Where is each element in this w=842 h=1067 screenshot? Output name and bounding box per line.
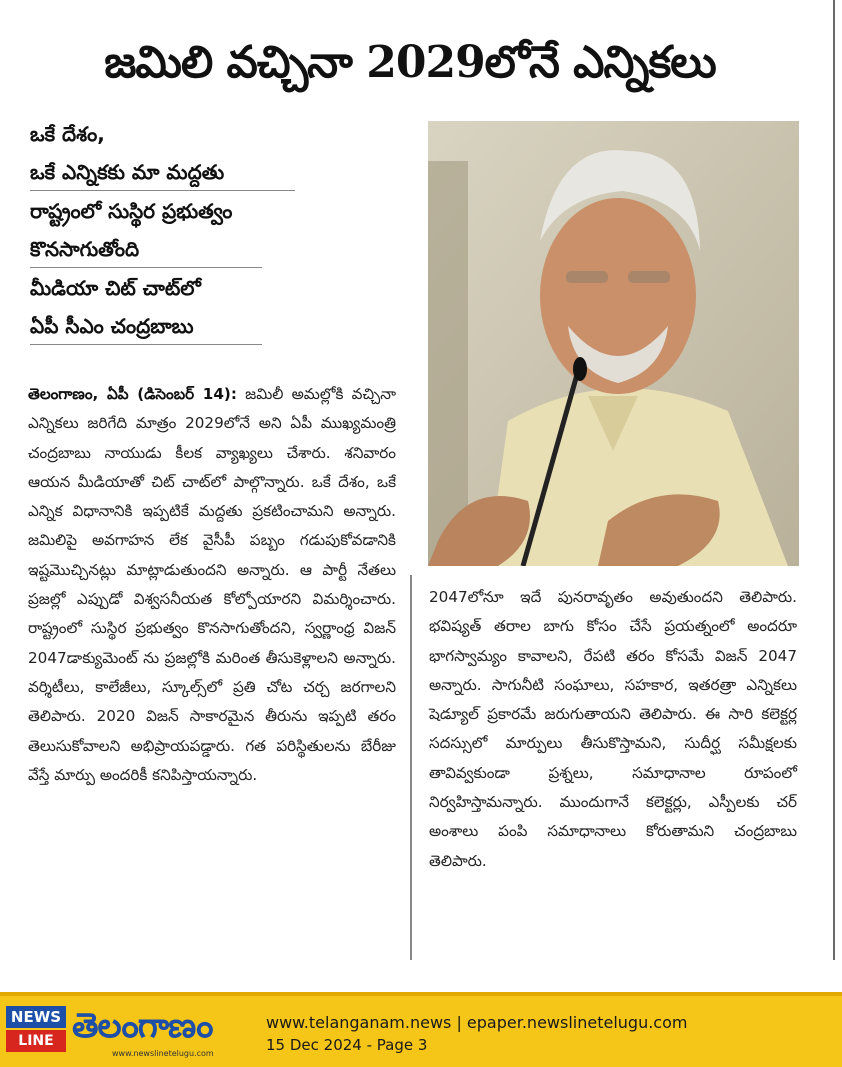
brand-name: తెలంగాణం [72, 1006, 213, 1046]
headline: జమిలి వచ్చినా 2029లోనే ఎన్నికలు [104, 37, 716, 88]
cm-photo-illustration [428, 121, 799, 566]
article-text-col1: జమిలీ అమల్లోకి వచ్చినా ఎన్నికలు జరిగేది మాత్రం 2029లోనే అని ఏపీ ముఖ్యమంత్రి చంద్రబాబు నాయుడు కీలక వ్యాఖ్యలు చేశారు. శనివారం ఆయన మీడియాతో చిట్ చాట్‌లో పాల్గొన్నారు. ఒకే దేశం, ఒకే ఎన్నిక విధానానికి ఇప్పటికే మద్దతు ప్రకటించామని అన్నారు. జమిలిపై అవగాహన లేక వైసీపీ పబ్బం గడుపుకోవడానికి ఇష్టమొచ్చినట్లు మాట్లాడుతుందని అన్నారు. ఆ పార్టీ నేతలు ప్రజల్లో ఎప్పుడో విశ్వసనీయత కోల్పోయారని విమర్శించారు. రాష్ట్రంలో సుస్థిర ప్రభుత్వం కొనసాగుతోందని, స్వర్ణాంధ్ర విజన్ 2047డాక్యుమెంట్ ను ప్రజల్లోకి మరింత తీసుకెళ్లాలని అన్నారు. వర్శిటీలు, కాలేజీలు, స్కూల్స్‌లో ప్రతి చోట చర్చ జరగాలని తెలిపారు. 2020 విజన్ సాకారమైన తీరును ఇప్పటి తరం తెలుసుకోవాలని అభిప్రాయపడ్డారు. గత పరిస్థితులను బేరీజు వేస్తే మార్పు అందరికీ కనిపిస్తాయన్నారు. [28, 385, 396, 784]
dateline: తెలంగాణం, ఏపీ (డిసెంబర్ 14): [28, 385, 237, 403]
subhead-3: రాష్ట్రంలో సుస్థిర ప్రభుత్వం [30, 199, 233, 223]
subhead-2: ఒకే ఎన్నికకు మా మద్దతు [30, 156, 295, 191]
subheads [30, 118, 410, 349]
subhead-1: ఒకే దేశం, [30, 122, 105, 146]
subhead-4: కొనసాగుతోంది [30, 233, 262, 268]
column-divider [410, 575, 412, 960]
newsline-logo[interactable] [6, 1006, 66, 1056]
logo-line-text: LINE [6, 1030, 66, 1052]
cm-photo [428, 121, 799, 566]
logo-news-text: NEWS [6, 1006, 66, 1028]
page-edge-rule [833, 0, 835, 960]
footer-links[interactable]: www.telanganam.news | epaper.newslinetelugu.com [266, 1013, 688, 1032]
subhead-5: మీడియా చిట్ చాట్‌లో [30, 276, 201, 300]
article-column-1 [28, 380, 396, 790]
article-text-col2: 2047లోనూ ఇదే పునరావృతం అవుతుందని తెలిపారు. భవిష్యత్ తరాల బాగు కోసం చేసే ప్రయత్నంలో అందరూ భాగస్వామ్యం కావాలని, రేపటి తరం కోసమే విజన్ 2047 అన్నారు. సాగునీటి సంఘాలు, సహకార, ఇతరత్రా ఎన్నికలు షెడ్యూల్ ప్రకారమే జరుగుతాయని తెలిపారు. ఈ సారి కలెక్టర్ల సదస్సులో మార్పులు తీసుకొస్తామని, సుదీర్ఘ సమీక్షలకు తావివ్వకుండా ప్రశ్నలు, సమాధానాల రూపంలో నిర్వహిస్తామన్నారు. ముందుగానే కలెక్టర్లు, ఎస్పీలకు చర్ అంశాలు పంపి సమాధానాలు కోరుతామని చంద్రబాబు తెలిపారు. [429, 588, 797, 870]
subhead-6: ఏపీ సీఎం చంద్రబాబు [30, 310, 262, 345]
article-column-2 [429, 583, 797, 876]
brand-url[interactable]: www.newslinetelugu.com [112, 1049, 214, 1058]
footer-date-page: 15 Dec 2024 - Page 3 [266, 1036, 428, 1054]
footer-top-strip [0, 992, 842, 996]
